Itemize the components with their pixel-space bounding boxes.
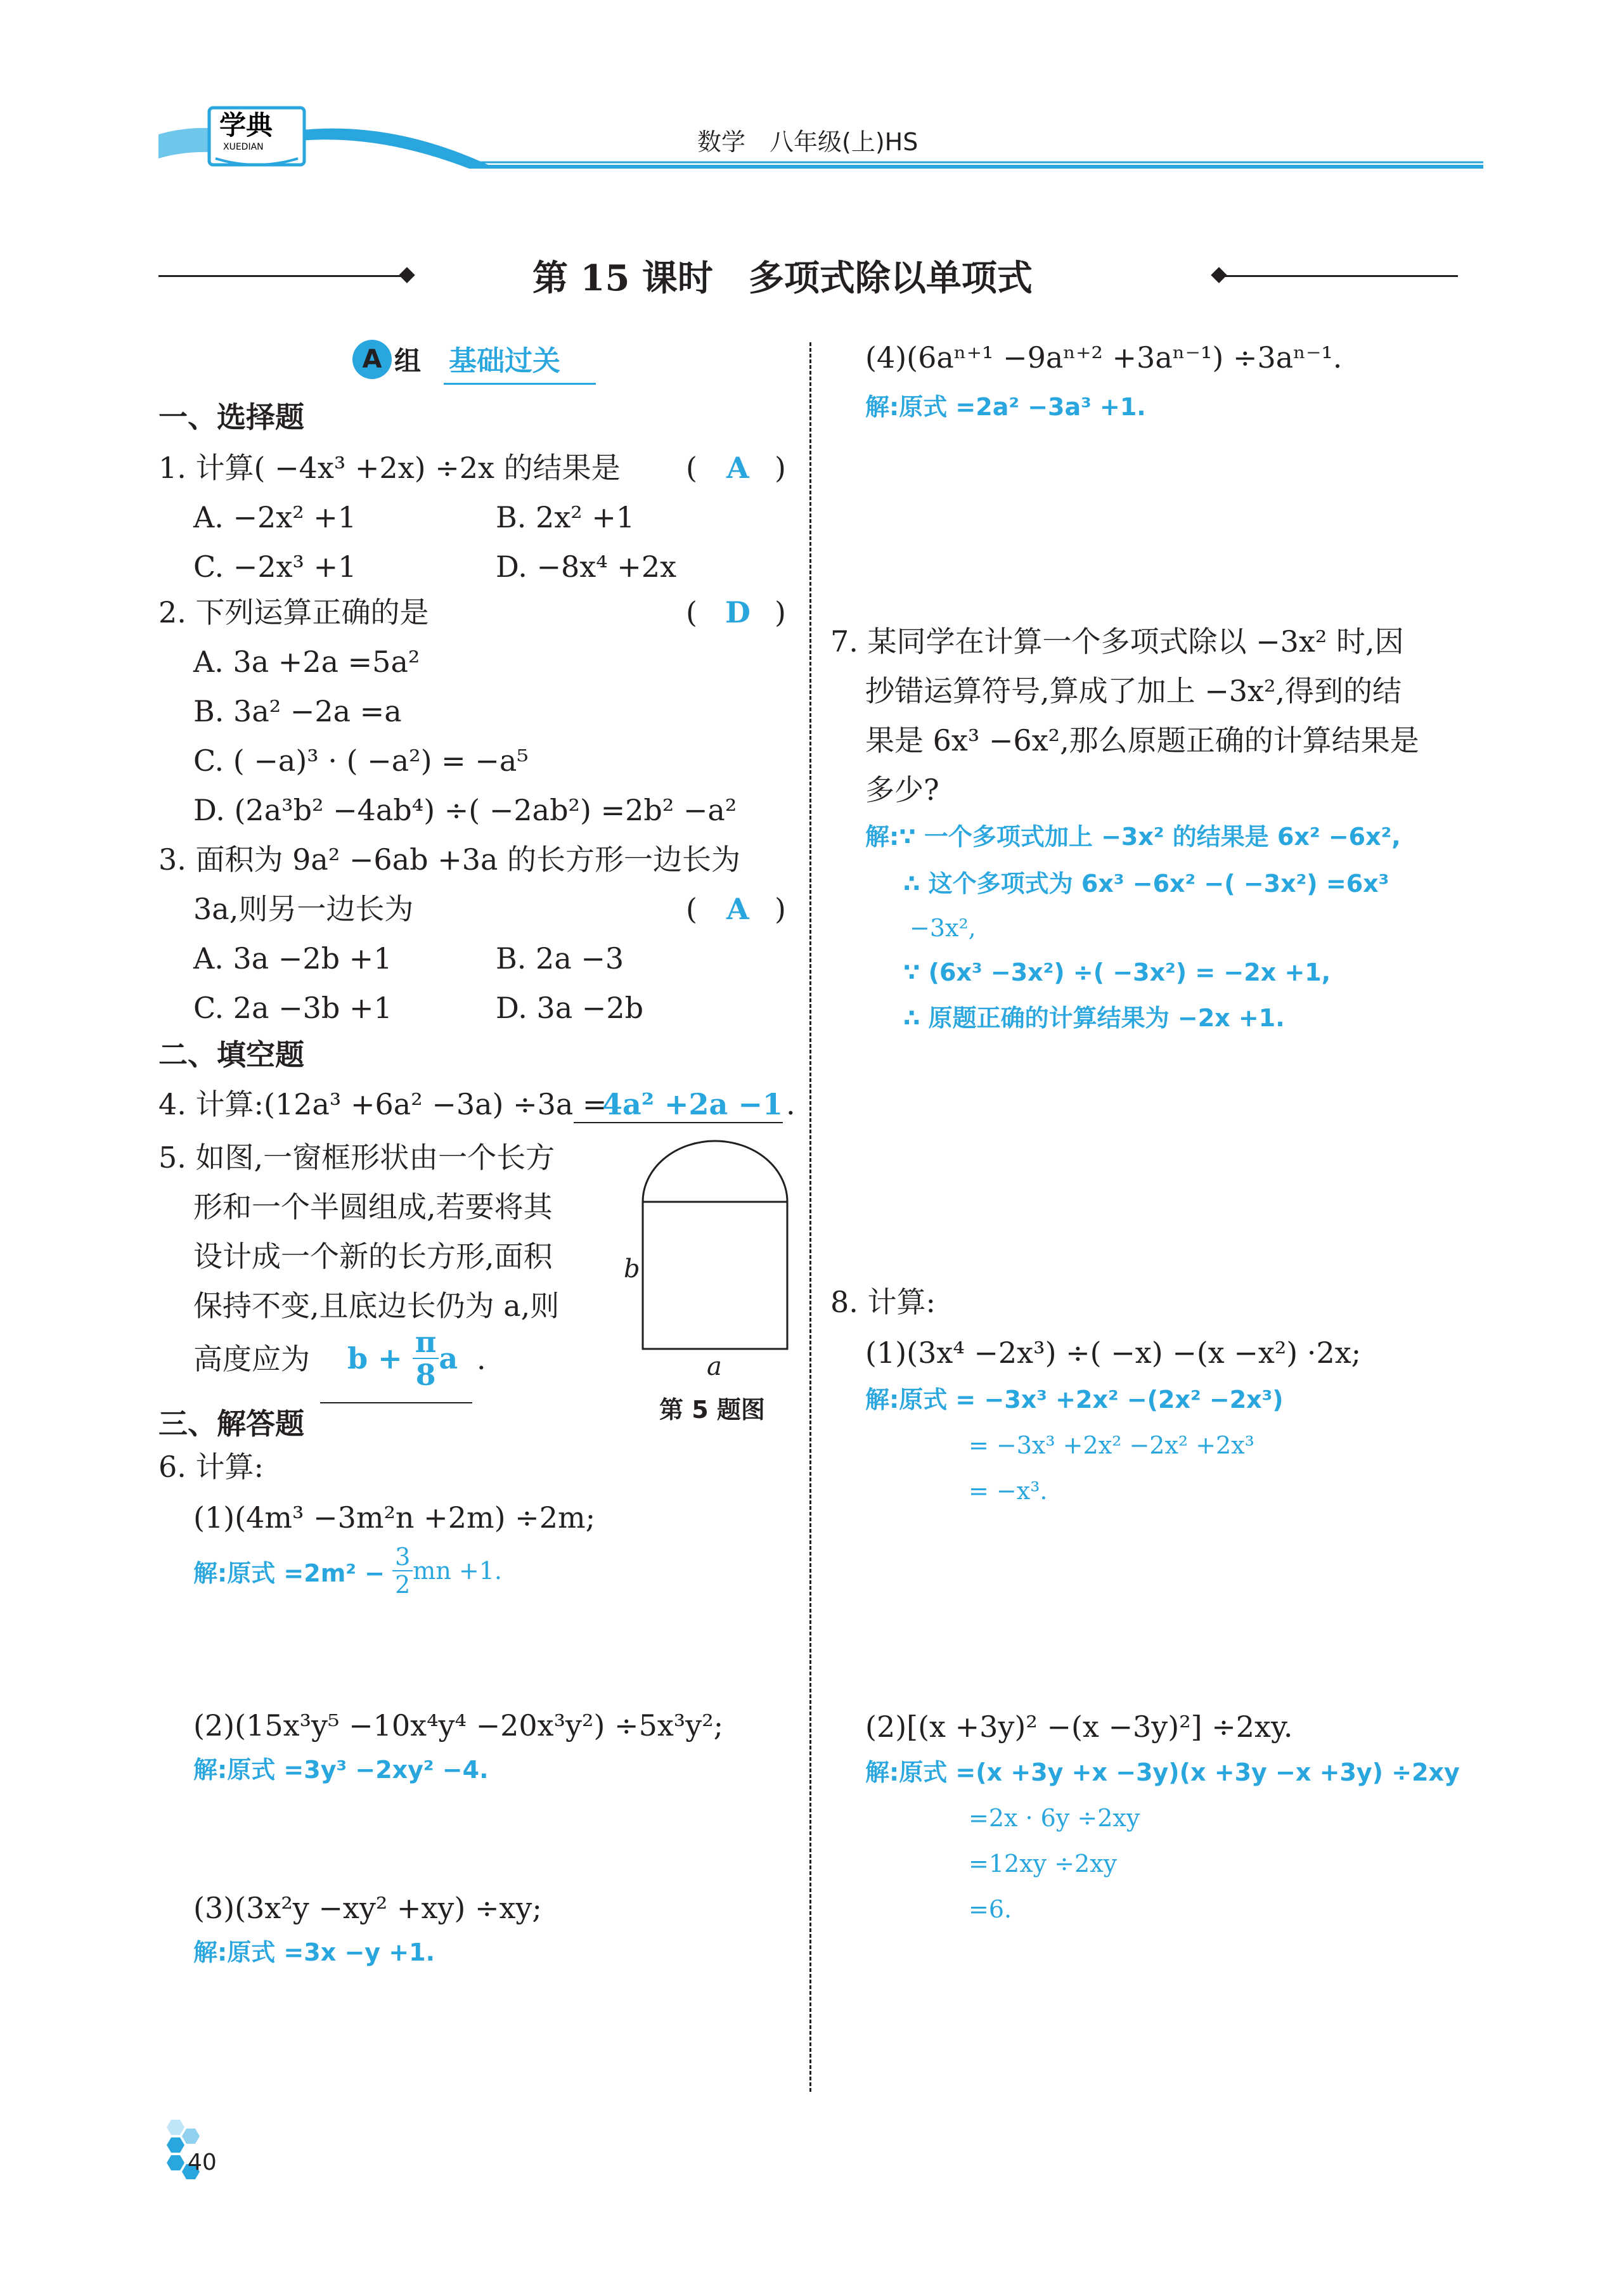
q6-part-1-sol-prefix: 解:原式 =2m² − <box>193 1559 385 1587</box>
q8-part-2-solution-1: 解:原式 =(x +3y +x −3y)(x +3y −x +3y) ÷2xy <box>865 1758 1460 1786</box>
q7-solution-line-4: ∵ (6x³ −3x²) ÷( −3x²) = −2x +1, <box>903 958 1331 986</box>
q7-solution-line-2: ∴ 这个多项式为 6x³ −6x² −( −3x²) =6x³ <box>903 870 1389 898</box>
q6-part-2: (2)(15x³y⁵ −10x⁴y⁴ −20x³y²) ÷5x³y²; <box>193 1708 724 1743</box>
group-label: 基础过关 <box>449 345 560 377</box>
group-underline <box>444 383 596 385</box>
q5-answer-denominator: 8 <box>415 1358 436 1392</box>
q3-option-c: C. 2a −3b +1 <box>193 991 392 1025</box>
q1-paren-open: ( <box>686 451 697 485</box>
q3-answer: A <box>726 892 749 926</box>
q5-answer-prefix: b + <box>347 1341 403 1376</box>
q5-answer-fraction <box>413 1325 439 1392</box>
q6-part-2-solution: 解:原式 =3y³ −2xy² −4. <box>193 1756 489 1784</box>
group-badge-suffix: 组 <box>394 345 422 377</box>
q6-stem: 6. 计算: <box>158 1450 264 1484</box>
q4-blank-line <box>574 1122 783 1123</box>
title-diamond-right <box>1211 267 1227 283</box>
q6-part-1-sol-fraction <box>392 1545 413 1597</box>
q2-option-c: C. ( −a)³ · ( −a²) = −a⁵ <box>193 744 529 778</box>
q8-part-1: (1)(3x⁴ −2x³) ÷( −x) −(x −x²) ·2x; <box>865 1336 1362 1370</box>
q8-part-2-solution-3: =12xy ÷2xy <box>969 1850 1118 1878</box>
q6-part-1-sol-den: 2 <box>395 1571 411 1599</box>
group-badge: A <box>352 340 392 379</box>
q2-paren-close: ) <box>775 595 786 629</box>
q3-stem-line1: 3. 面积为 9a² −6ab +3a 的长方形一边长为 <box>158 842 741 877</box>
q3-option-b: B. 2a −3 <box>496 941 624 976</box>
q1-paren-close: ) <box>775 451 786 485</box>
q4-stem: 4. 计算:(12a³ +6a² −3a) ÷3a = <box>158 1087 607 1121</box>
q3-paren-close: ) <box>775 892 786 926</box>
figure-label-b: b <box>624 1254 640 1284</box>
q5-answer-numerator: π <box>413 1327 439 1359</box>
q7-solution-line-5: ∴ 原题正确的计算结果为 −2x +1. <box>903 1004 1285 1032</box>
header-subject: 数学 八年级(上)HS <box>697 128 918 156</box>
q5-line-1: 5. 如图,一窗框形状由一个长方 <box>158 1140 555 1175</box>
page-number: 40 <box>188 2149 217 2175</box>
q5-blank-line <box>320 1402 472 1403</box>
q1-option-d: D. −8x⁴ +2x <box>496 550 677 584</box>
q8-part-2-solution-4: =6. <box>969 1895 1012 1923</box>
q8-stem: 8. 计算: <box>830 1285 936 1319</box>
title-rule-right <box>1217 275 1458 277</box>
q1-option-b: B. 2x² +1 <box>496 500 635 534</box>
q5-line-2: 形和一个半圆组成,若要将其 <box>193 1190 553 1224</box>
section-heading-choice: 一、选择题 <box>158 400 304 434</box>
q5-line-4: 保持不变,且底边长仍为 a,则 <box>193 1289 560 1323</box>
figure-label-a: a <box>707 1352 722 1381</box>
q6-part-1: (1)(4m³ −3m²n +2m) ÷2m; <box>193 1500 596 1535</box>
q1-answer: A <box>726 451 749 485</box>
q7-line-4: 多少? <box>865 773 939 807</box>
q1-option-c: C. −2x³ +1 <box>193 550 357 584</box>
q3-option-a: A. 3a −2b +1 <box>193 941 392 976</box>
figure-caption: 第 5 题图 <box>659 1396 765 1424</box>
q2-paren-open: ( <box>686 595 697 629</box>
q6-part-4: (4)(6aⁿ⁺¹ −9aⁿ⁺² +3aⁿ⁻¹) ÷3aⁿ⁻¹. <box>865 340 1343 375</box>
window-frame-figure <box>640 1138 790 1354</box>
q5-answer <box>347 1324 458 1393</box>
logo-text: 学典 <box>219 110 273 141</box>
q6-part-3-solution: 解:原式 =3x −y +1. <box>193 1938 435 1966</box>
section-heading-answer: 三、解答题 <box>158 1407 304 1441</box>
q8-part-1-solution-1: 解:原式 = −3x³ +2x² −(2x² −2x³) <box>865 1386 1284 1414</box>
q4-answer: 4a² +2a −1 <box>602 1087 783 1121</box>
q7-solution-line-1: 解:∵ 一个多项式加上 −3x² 的结果是 6x² −6x², <box>865 823 1401 851</box>
q3-stem-line2: 3a,则另一边长为 <box>193 892 414 926</box>
q2-option-d: D. (2a³b² −4ab⁴) ÷( −2ab²) =2b² −a² <box>193 793 737 827</box>
q2-answer: D <box>725 595 751 629</box>
q3-paren-open: ( <box>686 892 697 926</box>
q5-answer-suffix: a <box>439 1341 458 1376</box>
section-heading-fill: 二、填空题 <box>158 1038 304 1072</box>
logo-subtext: XUEDIAN <box>223 142 264 152</box>
q8-part-2-solution-2: =2x · 6y ÷2xy <box>969 1804 1140 1832</box>
q2-stem: 2. 下列运算正确的是 <box>158 595 429 629</box>
q7-solution-line-3: −3x², <box>910 914 976 942</box>
q1-option-a: A. −2x² +1 <box>193 500 357 534</box>
q6-part-4-solution: 解:原式 =2a² −3a³ +1. <box>865 393 1146 421</box>
q5-line-5: 高度应为 <box>193 1342 310 1376</box>
q8-part-1-solution-2: = −3x³ +2x² −2x² +2x³ <box>969 1431 1254 1459</box>
q5-line-3: 设计成一个新的长方形,面积 <box>193 1239 553 1273</box>
q3-option-d: D. 3a −2b <box>496 991 644 1025</box>
title-diamond-left <box>399 267 415 283</box>
q6-part-1-solution <box>193 1539 502 1602</box>
q2-option-b: B. 3a² −2a =a <box>193 694 402 728</box>
q8-part-1-solution-3: = −x³. <box>969 1477 1048 1505</box>
q6-part-1-sol-num: 3 <box>392 1545 413 1571</box>
q6-part-3: (3)(3x²y −xy² +xy) ÷xy; <box>193 1891 542 1925</box>
q7-line-2: 抄错运算符号,算成了加上 −3x²,得到的结 <box>865 674 1402 708</box>
q7-line-1: 7. 某同学在计算一个多项式除以 −3x² 时,因 <box>830 624 1404 659</box>
page-title: 第 15 课时 多项式除以单项式 <box>532 257 1033 299</box>
q1-stem: 1. 计算( −4x³ +2x) ÷2x 的结果是 <box>158 451 621 485</box>
title-rule-left <box>158 275 409 277</box>
q7-line-3: 果是 6x³ −6x²,那么原题正确的计算结果是 <box>865 723 1419 757</box>
q5-end: . <box>477 1342 486 1376</box>
column-divider <box>809 342 811 2092</box>
q6-part-1-sol-suffix: mn +1. <box>413 1557 502 1585</box>
q8-part-2: (2)[(x +3y)² −(x −3y)²] ÷2xy. <box>865 1710 1293 1744</box>
q2-option-a: A. 3a +2a =5a² <box>193 645 420 679</box>
q4-end: . <box>786 1087 796 1121</box>
